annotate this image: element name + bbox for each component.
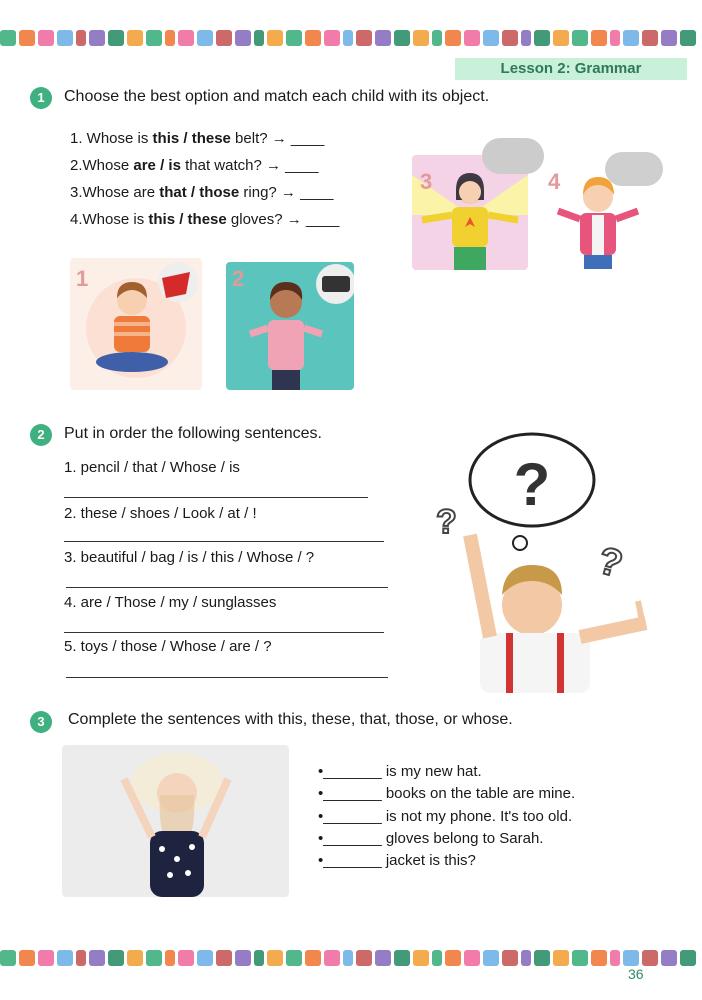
border-tile — [216, 950, 232, 966]
child-2-label: 2 — [232, 266, 245, 291]
border-tile — [254, 950, 264, 966]
border-tile — [165, 30, 175, 46]
border-tile — [165, 950, 175, 966]
ex1-item-1: 1. Whose is this / these belt? → ____ — [70, 130, 325, 147]
border-tile — [623, 30, 639, 46]
border-tile — [521, 30, 531, 46]
border-tile — [432, 30, 442, 46]
border-tile — [572, 30, 588, 46]
exercise-1-badge: 1 — [30, 87, 52, 109]
border-tile — [146, 950, 162, 966]
border-tile — [235, 30, 251, 46]
ex1-item-2: 2.Whose are / is that watch? → ____ — [70, 157, 319, 174]
border-tile — [521, 950, 531, 966]
border-tile — [343, 30, 353, 46]
ex3-item-2: •_______ books on the table are mine. — [318, 785, 576, 802]
border-tile — [19, 950, 35, 966]
border-tile — [610, 30, 620, 46]
ex2-item-3: 3. beautiful / bag / is / this / Whose / ? — [64, 549, 315, 566]
ex2-answer-line-4[interactable] — [64, 632, 384, 633]
border-tile — [413, 950, 429, 966]
border-tile — [661, 950, 677, 966]
border-tile — [254, 30, 264, 46]
border-tile — [127, 950, 143, 966]
border-tile — [324, 950, 340, 966]
border-tile — [19, 30, 35, 46]
border-tile — [553, 950, 569, 966]
border-tile — [305, 950, 321, 966]
border-tile — [642, 950, 658, 966]
child-2-illustration — [226, 262, 354, 390]
ex2-answer-line-2[interactable] — [64, 541, 384, 542]
border-tile — [324, 30, 340, 46]
border-tile — [76, 950, 86, 966]
ex3-item-5: •_______ jacket is this? — [318, 852, 476, 869]
svg-text:?: ? — [593, 539, 627, 587]
ex2-item-2: 2. these / shoes / Look / at / ! — [64, 505, 257, 522]
svg-text:?: ? — [436, 503, 457, 541]
ex2-answer-line-5[interactable] — [66, 677, 388, 678]
border-tile — [591, 950, 607, 966]
exercise-3-instruction: Complete the sentences with this, these, that, those, or whose. — [68, 711, 513, 728]
border-tile — [197, 950, 213, 966]
border-tile — [502, 30, 518, 46]
border-tile — [591, 30, 607, 46]
girl-with-hat-illustration — [62, 745, 289, 897]
border-tile — [0, 30, 16, 46]
exercise-2-badge: 2 — [30, 424, 52, 446]
border-tile — [680, 30, 696, 46]
child-1-illustration — [70, 258, 202, 390]
svg-text:?: ? — [513, 451, 551, 518]
border-tile — [108, 30, 124, 46]
border-tile — [413, 30, 429, 46]
border-tile — [642, 30, 658, 46]
border-tile — [178, 30, 194, 46]
exercise-3-badge: 3 — [30, 711, 52, 733]
bottom-border-strip — [0, 950, 702, 968]
border-tile — [610, 950, 620, 966]
border-tile — [305, 30, 321, 46]
child-1-label: 1 — [76, 266, 89, 291]
border-tile — [286, 950, 302, 966]
border-tile — [445, 30, 461, 46]
border-tile — [661, 30, 677, 46]
thinking-boy-illustration — [420, 425, 660, 693]
border-tile — [464, 950, 480, 966]
border-tile — [267, 950, 283, 966]
border-tile — [534, 30, 550, 46]
ex1-item-3: 3.Whose are that / those ring? → ____ — [70, 184, 334, 201]
border-tile — [38, 30, 54, 46]
border-tile — [235, 950, 251, 966]
border-tile — [146, 30, 162, 46]
lesson-tag: Lesson 2: Grammar — [455, 58, 687, 80]
border-tile — [534, 950, 550, 966]
border-tile — [356, 950, 372, 966]
exercise-2-instruction: Put in order the following sentences. — [64, 425, 322, 442]
border-tile — [464, 30, 480, 46]
border-tile — [108, 950, 124, 966]
border-tile — [483, 30, 499, 46]
watch-thought-bubble — [605, 152, 663, 186]
border-tile — [286, 30, 302, 46]
border-tile — [572, 950, 588, 966]
border-tile — [57, 950, 73, 966]
border-tile — [553, 30, 569, 46]
ex2-item-1: 1. pencil / that / Whose / is — [64, 459, 240, 476]
border-tile — [127, 30, 143, 46]
ex2-item-5: 5. toys / those / Whose / are / ? — [64, 638, 272, 655]
child-4-label: 4 — [548, 169, 561, 194]
border-tile — [432, 950, 442, 966]
exercise-1-instruction: Choose the best option and match each child with its object. — [64, 88, 490, 105]
ex3-item-1: •_______ is my new hat. — [318, 763, 482, 780]
thinking-boy-image — [420, 425, 660, 693]
child-2-image — [226, 262, 354, 390]
border-tile — [38, 950, 54, 966]
border-tile — [178, 950, 194, 966]
border-tile — [483, 950, 499, 966]
border-tile — [375, 30, 391, 46]
ex3-item-3: •_______ is not my phone. It's too old. — [318, 808, 573, 825]
border-tile — [89, 950, 105, 966]
border-tile — [267, 30, 283, 46]
border-tile — [343, 950, 353, 966]
top-border-strip — [0, 30, 702, 48]
ex1-item-4: 4.Whose is this / these gloves? → ____ — [70, 211, 340, 228]
border-tile — [356, 30, 372, 46]
border-tile — [0, 950, 16, 966]
border-tile — [216, 30, 232, 46]
border-tile — [89, 30, 105, 46]
border-tile — [394, 950, 410, 966]
child-1-image — [70, 258, 202, 390]
border-tile — [394, 30, 410, 46]
border-tile — [76, 30, 86, 46]
border-tile — [57, 30, 73, 46]
border-tile — [445, 950, 461, 966]
ex2-item-4: 4. are / Those / my / sunglasses — [64, 594, 277, 611]
border-tile — [680, 950, 696, 966]
ex2-answer-line-3[interactable] — [66, 587, 388, 588]
ex2-answer-line-1[interactable] — [64, 497, 368, 498]
border-tile — [197, 30, 213, 46]
border-tile — [623, 950, 639, 966]
girl-with-hat-photo — [62, 745, 289, 897]
ex3-item-4: •_______ gloves belong to Sarah. — [318, 830, 544, 847]
ring-thought-bubble — [482, 138, 544, 174]
border-tile — [502, 950, 518, 966]
child-3-label: 3 — [420, 169, 433, 194]
page-number: 36 — [628, 966, 644, 982]
border-tile — [375, 950, 391, 966]
